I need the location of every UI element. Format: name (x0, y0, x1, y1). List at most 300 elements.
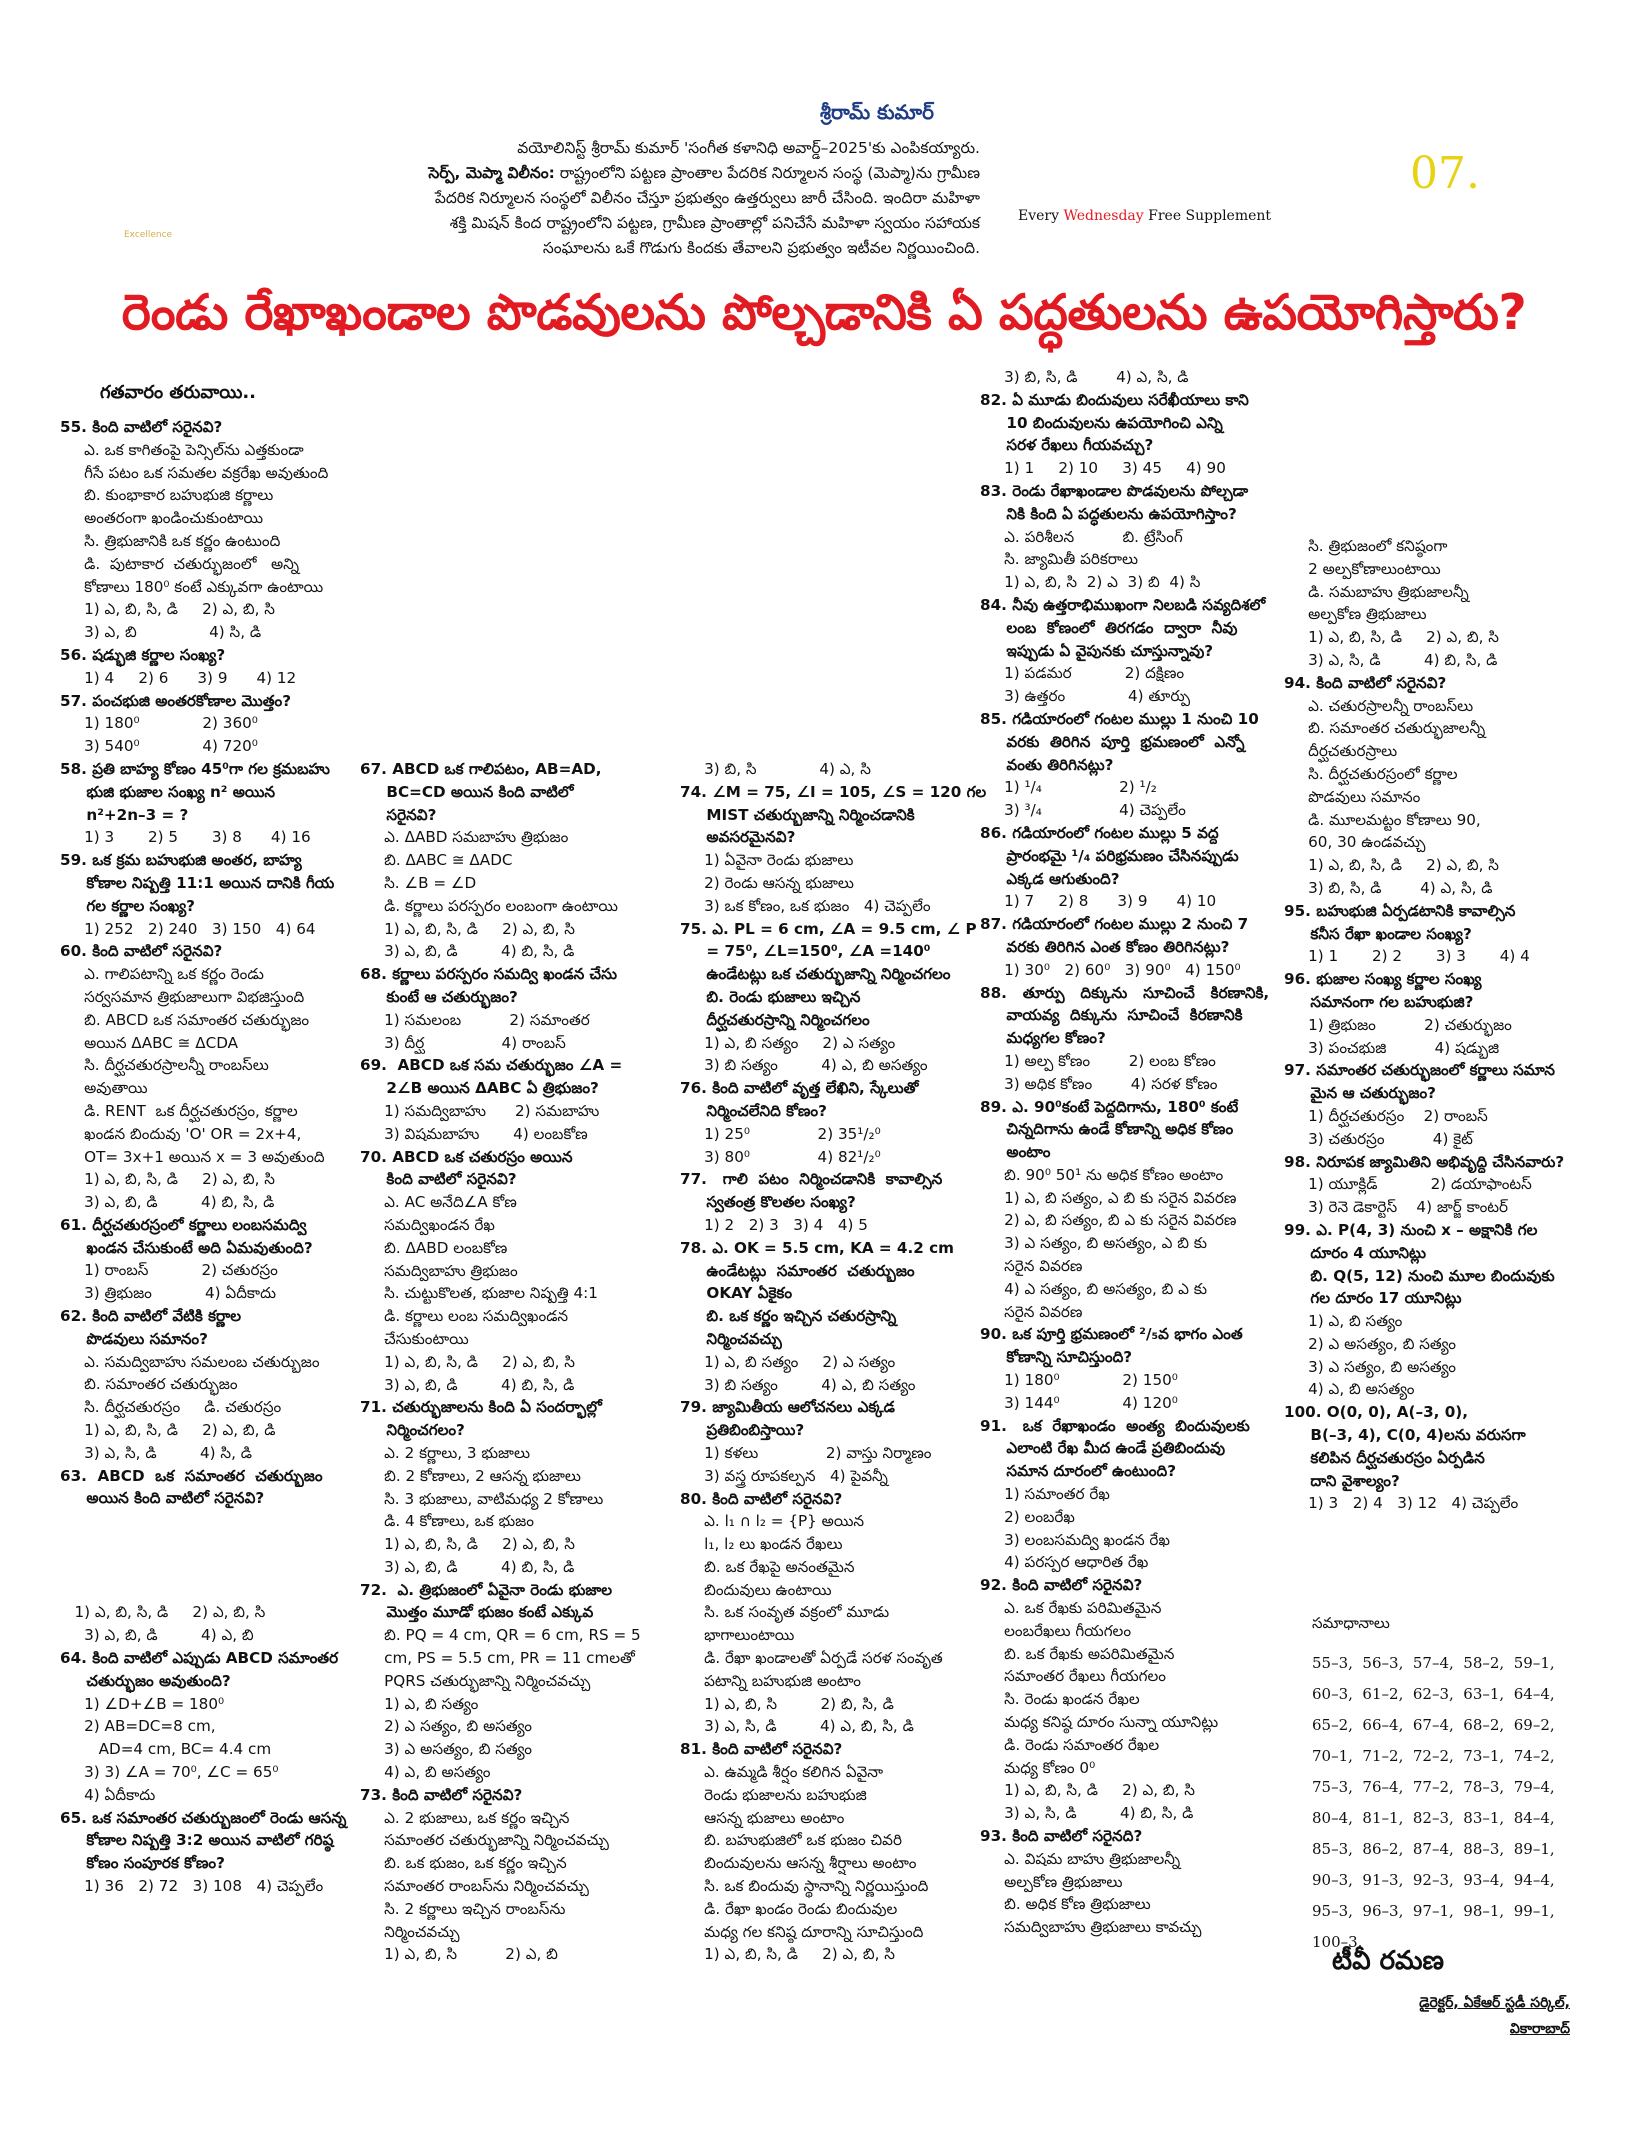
question-line: 89. ఎ. 90⁰కంటే పెద్దదిగాను, 180⁰ కంటే (980, 1097, 1239, 1116)
option-line: బి. 90⁰ 50¹ ను అధిక కోణం అంటాం (980, 1165, 1224, 1184)
option-line: 4) ఎ, బి అసత్యం (360, 1763, 491, 1782)
option-line: డి. 4 కోణాలు, ఒక భుజం (360, 1512, 534, 1531)
option-line: 1) త్రిభుజం 2) చతుర్భుజం (1284, 1015, 1512, 1034)
question-line: 80. కింది వాటిలో సరైనవి? (680, 1489, 843, 1508)
option-line: డి. రేఖా ఖండాలతో ఏర్పడే సరళ సంవృత (680, 1649, 943, 1668)
question-line: 77. గాలి పటం నిర్మించడానికి కావాల్సిన (680, 1170, 943, 1189)
option-line: 1) ¹/₄ 2) ¹/₂ (980, 778, 1157, 797)
option-line: బి. ఒక రేఖపై అనంతమైన (680, 1557, 855, 1576)
option-line: 1) ఎ, బి సత్యం (1284, 1312, 1403, 1331)
question-line: వరకు తిరిగిన ఎంత కోణం తిరిగినట్లు? (980, 937, 1230, 956)
question-line: 10 బిందువులను ఉపయోగించి ఎన్ని (980, 413, 1223, 432)
option-line (60, 1556, 380, 1579)
option-line: ఎ. సమద్విబాహు సమలంబ చతుర్భుజం (60, 1352, 320, 1371)
column-5 (1284, 535, 1614, 1515)
question-line: కోణాన్ని సూచిస్తుంది? (980, 1348, 1133, 1367)
news-line (400, 161, 980, 186)
option-line: లంబరేఖలు గీయగలం (980, 1621, 1132, 1640)
news-line (400, 186, 980, 211)
question-line: వాయవ్య దిక్కును సూచించే కిరణానికి (980, 1006, 1243, 1025)
column-2 (360, 758, 680, 1966)
question-line: గల దూరం 17 యూనిట్లు (1284, 1289, 1462, 1308)
option-line: బి. కుంభాకార బహుభుజి కర్ణాలు (60, 486, 274, 505)
option-line: 1) 180⁰ 2) 150⁰ (980, 1371, 1178, 1390)
question-line: అంటాం (980, 1143, 1051, 1162)
author-name: టీవీ రమణ (1332, 1946, 1445, 1976)
option-line: 2 అల్పకోణాలుంటాయి (1284, 559, 1441, 578)
news-line-text: పేదరిక నిర్మూలన సంస్థలో విలీనం చేస్తూ ప్రభుత్వం ఉత్తర్వులు జారీ చేసింది. ఇందిరా మహిళా (434, 189, 980, 207)
option-line: 3) బి, సి, డి 4) ఎ, సి, డి (980, 368, 1189, 386)
news-line (400, 236, 980, 261)
option-line: సి. చుట్టుకొలత, భుజాల నిష్పత్తి 4:1 (360, 1284, 598, 1303)
question-line: BC=CD అయిన కింది వాటిలో (360, 782, 574, 801)
option-line: 1) యూక్లిడ్ 2) డయాఫాంటస్ (1284, 1175, 1532, 1194)
question-line: నికి కింది ఏ పద్ధతులను ఉపయోగిస్తాం? (980, 504, 1237, 523)
option-line: బి. PQ = 4 cm, QR = 6 cm, RS = 5 (360, 1626, 641, 1645)
option-line: 3) చతురస్రం 4) కైట్ (1284, 1129, 1473, 1148)
option-line: ఎ. ΔABD సమబాహు త్రిభుజం (360, 828, 569, 847)
question-line: అవసరమైనవి? (680, 828, 796, 847)
option-line: OT= 3x+1 అయిన x = 3 అవుతుంది (60, 1147, 325, 1166)
option-line: 4) ఎ, బి అసత్యం (1284, 1380, 1415, 1399)
option-line: 3) ఎ, బి, డి 4) బి, సి, డి (360, 1557, 575, 1576)
question-line: ఎలాంటి రేఖ మీద ఉండే ప్రతిబిందువు (980, 1439, 1226, 1458)
option-line: 1) ఎ, బి, సి, డి 2) ఎ, బి, సి (1284, 856, 1499, 875)
option-line: ఎ. చతురస్రాలన్నీ రాంబస్‌లు (1284, 696, 1474, 715)
question-line: కింది వాటిలో సరైనవి? (360, 1170, 517, 1189)
option-line: 1) 3 2) 5 3) 8 4) 16 (60, 828, 311, 847)
option-line: 2) AB=DC=8 cm, (60, 1717, 216, 1736)
question-line: ఇప్పుడు ఏ వైపునకు చూస్తున్నావు? (980, 641, 1214, 660)
option-line: ఆసన్న భుజాలు అంటాం (680, 1808, 845, 1827)
option-line: 3) త్రిభుజం 4) ఏదీకాదు (60, 1284, 277, 1303)
option-line: 1) 1 2) 10 3) 45 4) 90 (980, 459, 1226, 478)
question-line: కోణం సంపూరక కోణం? (60, 1854, 225, 1873)
option-line: 1) ఎ, బి, సి, డి 2) ఎ, బి, సి (60, 1603, 266, 1622)
option-line: 2) లంబరేఖ (980, 1507, 1075, 1526)
option-line: సర్వసమాన త్రిభుజాలుగా విభజిస్తుంది (60, 987, 305, 1006)
column-4 (980, 366, 1300, 1939)
option-line: PQRS చతుర్భుజాన్ని నిర్మించవచ్చు (360, 1671, 591, 1690)
option-line: ఖండన బిందువు 'O' OR = 2x+4, (60, 1124, 302, 1143)
option-line: ఎ. 2 భుజాలు, ఒక కర్ణం ఇచ్చిన (360, 1808, 570, 1827)
option-line: దీర్ఘచతురస్రాలు (1284, 742, 1398, 761)
option-line: మధ్య కోణం 0⁰ (980, 1758, 1096, 1777)
option-line: రెండు భుజాలను బహుభుజి (680, 1785, 867, 1804)
question-line: మొత్తం మూడో భుజం కంటే ఎక్కువ (360, 1603, 594, 1622)
option-line: 1) ఎ, బి సత్యం, ఎ బి కు సరైన వివరణ (980, 1188, 1237, 1207)
option-line: 1) 30⁰ 2) 60⁰ 3) 90⁰ 4) 150⁰ (980, 960, 1241, 979)
question-line: 58. ప్రతి బాహ్య కోణం 45⁰గా గల క్రమబహు (60, 759, 330, 778)
question-line: కనీస రేఖా ఖండాల సంఖ్య? (1284, 924, 1472, 943)
option-line: అంతరంగా ఖండించుకుంటాయి (60, 509, 264, 528)
question-line: 62. కింది వాటిలో వేటికి కర్ణాల (60, 1307, 242, 1326)
option-line: బి. ఒక రేఖకు అపరిమితమైన (980, 1644, 1175, 1663)
answer-row: 55–3, 56–3, 57–4, 58–2, 59–1, (1312, 1654, 1555, 1672)
answers-list (1312, 1648, 1555, 1958)
option-line: ఎ. పరిశీలన బి. ట్రేసింగ్ (980, 527, 1183, 546)
question-line: n²+2n–3 = ? (60, 805, 189, 824)
option-line: 1) సమలంబ 2) సమాంతర (360, 1010, 590, 1029)
option-line: 3) ఎ, సి, డి 4) బి, సి, డి (1284, 650, 1498, 669)
question-line: 94. కింది వాటిలో సరైనవి? (1284, 673, 1447, 692)
option-line: గీసే పటం ఒక సమతల వక్రరేఖ అవుతుంది (60, 463, 329, 482)
option-line: 1) సమద్విబాహు 2) సమబాహు (360, 1101, 600, 1120)
question-line: 2∠B అయిన ΔABC ఏ త్రిభుజం? (360, 1079, 599, 1098)
option-line: 3) ³/₄ 4) చెప్పలేం (980, 801, 1186, 820)
question-line: 65. ఒక సమాంతర చతుర్భుజంలో రెండు ఆసన్న (60, 1808, 347, 1827)
option-line: బి. సమాంతర చతుర్భుజాలన్నీ (1284, 719, 1486, 738)
option-line: 3) ఉత్తరం 4) తూర్పు (980, 687, 1191, 706)
question-line: 88. తూర్పు దిక్కును సూచించే కిరణానికి, (980, 983, 1270, 1002)
question-line: 59. ఒక క్రమ బహుభుజి అంతర, బాహ్య (60, 851, 302, 870)
question-line: 93. కింది వాటిలో సరైనది? (980, 1827, 1143, 1845)
option-line: 1) 1 2) 2 3) 3 4) 4 (1284, 947, 1530, 966)
answer-row: 65–2, 66–4, 67–4, 68–2, 69–2, (1312, 1716, 1555, 1734)
option-line: 1) ఎ, బి, సి, డి 2) ఎ, బి, సి (980, 1781, 1195, 1800)
option-line: 1) దీర్ఘచతురస్రం 2) రాంబస్ (1284, 1106, 1488, 1125)
answer-row: 80–4, 81–1, 82–3, 83–1, 84–4, (1312, 1809, 1555, 1827)
question-line: 84. నీవు ఉత్తరాభిముఖంగా నిలబడి సవ్యదిశలో (980, 595, 1266, 614)
option-line: సమద్విఖండన రేఖ (360, 1215, 495, 1234)
option-line: 4) ఏదీకాదు (60, 1785, 156, 1804)
news-line-text: సంఘాలను ఒకే గొడుగు కిందకు తేవాలని ప్రభుత్వం ఇటీవల నిర్ణయించింది. (542, 239, 980, 257)
option-line: పొడవులు సమానం (1284, 787, 1421, 806)
option-line: 3) బి, సి 4) ఎ, సి (680, 760, 871, 778)
option-line: సి. త్రిభుజానికి ఒక కర్ణం ఉంటుంది (60, 531, 281, 550)
news-line (400, 211, 980, 236)
answer-row: 60–3, 61–2, 62–3, 63–1, 64–4, (1312, 1685, 1555, 1703)
question-line: 78. ఎ. OK = 5.5 cm, KA = 4.2 cm (680, 1238, 954, 1257)
supplement-pre: Every (1018, 208, 1064, 224)
option-line: 3) బి సత్యం 4) ఎ, బి అసత్యం (680, 1056, 928, 1075)
question-line: కోణాల నిష్పత్తి 11:1 అయిన దానికి గీయ (60, 873, 335, 892)
question-line: దీర్ఘచతురస్రాన్ని నిర్మించగలం (680, 1010, 870, 1029)
option-line: 3) బి సత్యం 4) ఎ, బి సత్యం (680, 1375, 916, 1394)
option-line: బి. 2 కోణాలు, 2 ఆసన్న భుజాలు (360, 1466, 581, 1485)
option-line: బి. బహుభుజిలో ఒక భుజం చివరి (680, 1831, 902, 1850)
question-line: = 75⁰, ∠L=150⁰, ∠A =140⁰ (680, 942, 931, 961)
option-line: AD=4 cm, BC= 4.4 cm (60, 1740, 272, 1759)
option-line: ఎ. ఉమ్మడి శీర్షం కలిగిన ఏవైనా (680, 1763, 884, 1782)
option-line: 3) పంచభుజి 4) షడ్భుజి (1284, 1038, 1500, 1057)
question-line: కలిపిన దీర్ఘచతురస్రం ఏర్పడిన (1284, 1448, 1485, 1467)
option-line: 3) 80⁰ 4) 82¹/₂⁰ (680, 1147, 881, 1166)
question-line: సరైనవి? (360, 805, 437, 824)
option-line: 2) ఎ సత్యం, బి అసత్యం (360, 1717, 532, 1736)
question-line: లంబ కోణంలో తిరగడం ద్వారా నీవు (980, 618, 1238, 637)
option-line: 1) 25⁰ 2) 35¹/₂⁰ (680, 1124, 881, 1143)
option-line (60, 1510, 380, 1533)
tiny-logo-text: Excellence (124, 230, 173, 240)
question-line: 100. O(0, 0), A(–3, 0), (1284, 1403, 1468, 1422)
option-line: కోణాలు 180⁰ కంటే ఎక్కువగా ఉంటాయి (60, 577, 324, 596)
option-line: 3) వస్త్ర రూపకల్పన 4) పైవన్నీ (680, 1466, 888, 1485)
option-line: అల్పకోణ త్రిభుజాలు (1284, 605, 1427, 624)
question-line: 71. చతుర్భుజాలను కింది ఏ సందర్భాల్లో (360, 1398, 602, 1417)
option-line: 1) ఎ, బి, సి, డి 2) ఎ, బి, సి (360, 919, 575, 938)
answer-row: 70–1, 71–2, 72–2, 73–1, 74–2, (1312, 1747, 1555, 1765)
option-line: బి. సమాంతర చతుర్భుజం (60, 1375, 238, 1394)
news-line-text: వయోలినిస్ట్ శ్రీరామ్ కుమార్ 'సంగీత కళానిధి అవార్డ్–2025'కు ఎంపికయ్యారు. (517, 139, 980, 157)
question-line: 96. భుజాల సంఖ్య కర్ణాల సంఖ్య (1284, 970, 1482, 989)
header-name: శ్రీరామ్ కుమార్ (820, 100, 934, 124)
question-line: దాని వైశాల్యం? (1284, 1471, 1400, 1490)
question-line: గల కర్ణాల సంఖ్య? (60, 896, 195, 915)
option-line: సమద్విబాహు త్రిభుజాలు కావచ్చు (980, 1918, 1202, 1937)
question-line: చతుర్భుజం అవుతుంది? (60, 1671, 231, 1690)
question-line: 95. బహుభుజి ఏర్పడటానికి కావాల్సిన (1284, 901, 1516, 920)
question-line: 83. రెండు రేఖాఖండాల పొడవులను పోల్చడా (980, 481, 1249, 500)
question-line: 87. గడియారంలో గంటల ముల్లు 2 నుంచి 7 (980, 915, 1249, 934)
option-line: డి. కర్ణాలు లంబ సమద్విఖండన (360, 1307, 569, 1326)
option-line: 1) కళలు 2) వాస్తు నిర్మాణం (680, 1443, 932, 1462)
option-line: సి. రెండు ఖండన రేఖల (980, 1690, 1140, 1709)
question-line: స్వతంత్ర కొలతల సంఖ్య? (680, 1193, 856, 1212)
option-line: డి. RENT ఒక దీర్ఘచతురస్రం, కర్ణాల (60, 1101, 298, 1120)
question-line: 60. కింది వాటిలో సరైనవి? (60, 942, 223, 961)
question-line: సరళ రేఖలు గీయవచ్చు? (980, 436, 1154, 455)
option-line: 1) పడమర 2) దక్షిణం (980, 664, 1185, 683)
option-line: బిందువులను ఆసన్న శీర్షాలు అంటాం (680, 1854, 917, 1873)
option-line: డి. రెండు సమాంతర రేఖల (980, 1735, 1160, 1754)
option-line: సి. ∠B = ∠D (360, 873, 477, 892)
question-line: 79. జ్యామితీయ ఆలోచనలు ఎక్కడ (680, 1398, 895, 1417)
option-line: భాగాలుంటాయి (680, 1626, 795, 1645)
question-line: 69. ABCD ఒక సమ చతుర్భుజం ∠A = (360, 1056, 623, 1075)
option-line: 3) ఎ, సి, డి 4) బి, సి, డి (980, 1804, 1194, 1823)
option-line (60, 1533, 380, 1556)
option-line: 3) బి, సి, డి 4) ఎ, సి, డి (1284, 878, 1493, 897)
news-line-text: శక్తి మిషన్ కింద రాష్ట్రంలోని పట్టణ, గ్రామీణ ప్రాంతాల్లో పనిచేసే మహిళా స్వయం సహాయక (449, 214, 980, 232)
option-line: l₁, l₂ లు ఖండన రేఖలు (680, 1535, 843, 1554)
option-line: 3) ఎ అసత్యం, బి సత్యం (360, 1740, 532, 1759)
news-line (400, 136, 980, 161)
option-line: 3) ఒక కోణం, ఒక భుజం 4) చెప్పలేం (680, 896, 931, 915)
option-line: 3) ఎ, బి, డి 4) బి, సి, డి (60, 1193, 275, 1212)
option-line: 3) ఎ సత్యం, బి అసత్యం, ఎ బి కు (980, 1234, 1207, 1253)
option-line: 1) ఎ, బి, సి 2) ఎ 3) బి 4) సి (980, 573, 1201, 592)
option-line: సి. ఒక సంవృత వక్రంలో మూడు (680, 1603, 890, 1622)
supplement-day: Wednesday (1063, 208, 1144, 224)
question-line: అయిన కింది వాటిలో సరైనవి? (60, 1489, 265, 1508)
option-line: 3) ఎ, బి, డి 4) బి, సి, డి (360, 942, 575, 961)
question-line: 70. ABCD ఒక చతురస్రం అయిన (360, 1147, 573, 1166)
question-line: 75. ఎ. PL = 6 cm, ∠A = 9.5 cm, ∠ P (680, 919, 977, 938)
option-line: సి. 3 భుజాలు, వాటిమధ్య 2 కోణాలు (360, 1489, 604, 1508)
question-line: MIST చతుర్భుజాన్ని నిర్మించడానికి (680, 805, 915, 824)
answers-title: సమాధానాలు (1312, 1614, 1390, 1632)
page-number: 07. (1410, 148, 1480, 199)
question-line: 91. ఒక రేఖాఖండం అంత్య బిందువులకు (980, 1416, 1250, 1435)
option-line: మధ్య గల కనిష్ఠ దూరాన్ని సూచిస్తుంది (680, 1922, 924, 1941)
option-line: 2) రెండు ఆసన్న భుజాలు (680, 873, 854, 892)
question-line: 56. షడ్భుజి కర్ణాల సంఖ్య? (60, 645, 226, 664)
option-line: 3) అధిక కోణం 4) సరళ కోణం (980, 1074, 1218, 1093)
option-line: 3) ఎ, బి 4) సి, డి (60, 623, 262, 642)
option-line: 1) 7 2) 8 3) 9 4) 10 (980, 892, 1217, 911)
option-line: 3) 540⁰ 4) 720⁰ (60, 737, 258, 756)
option-line: 3) ఎ, బి, డి 4) ఎ, బి (60, 1626, 254, 1645)
option-line: సరైన వివరణ (980, 1257, 1083, 1276)
option-line: 3) ఎ, సి, డి 4) ఎ, బి, సి, డి (680, 1717, 914, 1736)
option-line: అల్పకోణ త్రిభుజాలు (980, 1872, 1123, 1891)
question-line: 92. కింది వాటిలో సరైనవి? (980, 1576, 1143, 1595)
question-line: 61. దీర్ఘచతురస్రంలో కర్ణాలు లంబసమద్వి (60, 1215, 307, 1234)
answer-row: 100–3. (1312, 1933, 1363, 1951)
option-line: ఎ. గాలిపటాన్ని ఒక కర్ణం రెండు (60, 965, 264, 984)
headline: రెండు రేఖాఖండాల పొడవులను పోల్చడానికి ఏ పద్ధతులను ఉపయోగిస్తారు? (121, 284, 1527, 341)
author-role (1270, 1990, 1570, 2042)
question-line: మధ్యగల కోణం? (980, 1029, 1106, 1048)
question-line: 99. ఎ. P(4, 3) నుంచి x – అక్షానికి గల (1284, 1220, 1538, 1239)
option-line: 3) ఎ సత్యం, బి అసత్యం (1284, 1357, 1456, 1376)
option-line: 1) 4 2) 6 3) 9 4) 12 (60, 668, 297, 687)
option-line: 1) 36 2) 72 3) 108 4) చెప్పలేం (60, 1877, 324, 1895)
answer-row: 85–3, 86–2, 87–4, 88–3, 89–1, (1312, 1840, 1555, 1858)
column-3 (680, 758, 1000, 1966)
option-line: సి. జ్యామితీ పరికరాలు (980, 550, 1139, 569)
supplement-tagline (1018, 208, 1271, 224)
option-line: 3) ఎ, బి, డి 4) బి, సి, డి (360, 1375, 575, 1394)
option-line: డి. రేఖా ఖండం రెండు బిందువుల (680, 1899, 898, 1918)
option-line: 3) దీర్ఘ 4) రాంబస్ (360, 1033, 566, 1052)
option-line: సి. ఒక బిందువు స్థానాన్ని నిర్ణయిస్తుంది (680, 1877, 929, 1896)
question-line: ప్రారంభమై ¹/₄ పరిభ్రమణం చేసినప్పుడు (980, 846, 1239, 865)
option-line: 1) ఎ, బి, సి, డి 2) ఎ, బి, సి (680, 1945, 895, 1964)
option-line: 1) ఎ, బి, సి, డి 2) ఎ, బి, సి (1284, 628, 1499, 647)
option-line: సమద్విబాహు త్రిభుజం (360, 1261, 518, 1280)
option-line: 2) ఎ, బి సత్యం, బి ఎ కు సరైన వివరణ (980, 1211, 1237, 1230)
question-line: సమానంగా గల బహుభుజి? (1284, 992, 1474, 1011)
question-line: B(–3, 4), C(0, 4)లను వరుసగా (1284, 1426, 1526, 1445)
option-line: 1) ∠D+∠B = 180⁰ (60, 1694, 225, 1713)
option-line: 1) ఎ, బి, సి, డి 2) ఎ, బి, సి (360, 1535, 575, 1554)
option-line: సమాంతర రాంబస్‌ను నిర్మించవచ్చు (360, 1877, 589, 1896)
question-line: 97. సమాంతర చతుర్భుజంలో కర్ణాలు సమాన (1284, 1061, 1555, 1080)
option-line: 3) రెనె డెకార్టెస్ 4) జార్జ్ కాంటర్ (1284, 1198, 1509, 1217)
question-line: పొడవులు సమానం? (60, 1329, 208, 1348)
option-line: 1) 252 2) 240 3) 150 4) 64 (60, 919, 316, 938)
option-line: 1) 2 2) 3 3) 4 4) 5 (680, 1215, 868, 1234)
option-line: డి. పుటాకార చతుర్భుజంలో అన్ని (60, 554, 299, 573)
option-line: డి. మూలమట్టం కోణాలు 90, (1284, 810, 1481, 829)
option-line: 3) లంబసమద్వి ఖండన రేఖ (980, 1530, 1170, 1549)
option-line: చేసుకుంటాయి (360, 1329, 469, 1348)
question-line: భుజి భుజాల సంఖ్య n² అయిన (60, 782, 276, 801)
option-line: 1) సమాంతర రేఖ (980, 1485, 1110, 1504)
option-line: 3) ఎ, సి, డి 4) సి, డి (60, 1443, 252, 1462)
option-line: 1) ఏవైనా రెండు భుజాలు (680, 851, 854, 870)
option-line: బిందువులు ఉంటాయి (680, 1580, 832, 1599)
question-line: ప్రతిబింబిస్తాయి? (680, 1421, 805, 1440)
question-line: కుంటే ఆ చతుర్భుజం? (360, 987, 518, 1006)
option-line: బి. ΔABD లంబకోణ (360, 1238, 508, 1257)
option-line: 3) విషమబాహు 4) లంబకోణ (360, 1124, 588, 1143)
question-line: సమాన దూరంలో ఉంటుంది? (980, 1462, 1177, 1481)
question-line: 90. ఒక పూర్తి భ్రమణంలో ²/₅వ భాగం ఎంత (980, 1325, 1243, 1344)
continued-label: గతవారం తరువాయి.. (100, 382, 257, 403)
option-line: అవుతాయి (60, 1079, 148, 1098)
answer-row: 95–3, 96–3, 97–1, 98–1, 99–1, (1312, 1902, 1555, 1920)
option-line: 2) ఎ అసత్యం, బి సత్యం (1284, 1334, 1456, 1353)
option-line: ఎ. l₁ ∩ l₂ = {P} అయిన (680, 1512, 865, 1531)
option-line: 1) ఎ, బి, సి, డి 2) ఎ, బి, డి (60, 1421, 276, 1440)
option-line: అయిన ΔABC ≅ ΔCDA (60, 1033, 239, 1052)
question-line: వరకు తిరిగిన పూర్తి భ్రమణంలో ఎన్నో (980, 732, 1245, 751)
option-line: 1) ఎ, బి, సి, డి 2) ఎ, బి, సి (60, 600, 275, 619)
question-line: నిర్మించలేనిది కోణం? (680, 1101, 827, 1120)
question-line: 82. ఏ మూడు బిందువులు సరేఖీయాలు కాని (980, 390, 1249, 409)
option-line: 1) ఎ, బి సత్యం 2) ఎ సత్యం (680, 1033, 896, 1052)
option-line: 3) 144⁰ 4) 120⁰ (980, 1393, 1178, 1412)
option-line: సి. త్రిభుజంలో కనిష్ఠంగా (1284, 537, 1448, 555)
question-line: ఉండేటట్లు సమాంతర చతుర్భుజం (680, 1261, 915, 1280)
question-line: 86. గడియారంలో గంటల ముల్లు 5 వద్ద (980, 823, 1219, 842)
option-line: బి. అధిక కోణ త్రిభుజాలు (980, 1895, 1151, 1914)
question-line: నిర్మించవచ్చు (680, 1329, 782, 1348)
option-line: 1) అల్ప కోణం 2) లంబ కోణం (980, 1051, 1216, 1070)
option-line: సి. దీర్ఘచతురస్రం డి. చతురస్రం (60, 1398, 282, 1417)
news-brief (400, 136, 980, 261)
question-line: 55. కింది వాటిలో సరైనవి? (60, 418, 223, 436)
question-line: 81. కింది వాటిలో సరైనవి? (680, 1740, 843, 1759)
option-line: పటాన్ని బహుభుజి అంటాం (680, 1671, 862, 1690)
supplement-post: Free Supplement (1143, 208, 1272, 224)
question-line: 67. ABCD ఒక గాలిపటం, AB=AD, (360, 760, 602, 778)
option-line: సి. దీర్ఘచతురస్రాలన్నీ రాంబస్‌లు (60, 1056, 269, 1075)
question-line: 76. కింది వాటిలో వృత్త లేఖిని, స్కేలుతో (680, 1079, 919, 1098)
news-line-text: రాష్ట్రంలోని పట్టణ ప్రాంతాల పేదరిక నిర్మూలన సంస్థ (మెప్మా)ను గ్రామీణ (554, 164, 980, 182)
option-line: 1) ఎ, బి సత్యం (360, 1694, 479, 1713)
question-line: వంతు తిరిగినట్లు? (980, 755, 1114, 774)
question-line: బి. రెండు భుజాలు ఇచ్చిన (680, 987, 861, 1006)
option-line: సమాంతర చతుర్భుజాన్ని నిర్మించవచ్చు (360, 1831, 609, 1850)
option-line: 1) 180⁰ 2) 360⁰ (60, 714, 258, 733)
option-line: 1) ఎ, బి, సి, డి 2) ఎ, బి, సి (60, 1170, 275, 1189)
question-line: 73. కింది వాటిలో సరైనవి? (360, 1785, 523, 1804)
question-line: 64. కింది వాటిలో ఎప్పుడు ABCD సమాంతర (60, 1649, 339, 1668)
question-line: 74. ∠M = 75, ∠I = 105, ∠S = 120 గల (680, 782, 987, 801)
question-line: మైన ఆ చతుర్భుజం? (1284, 1084, 1436, 1103)
option-line: బి. ABCD ఒక సమాంతర చతుర్భుజం (60, 1010, 310, 1029)
question-line: 85. గడియారంలో గంటల ముల్లు 1 నుంచి 10 (980, 709, 1259, 728)
question-line: 68. కర్ణాలు పరస్పరం సమద్వి ఖండన చేసు (360, 965, 618, 984)
question-line: కోణాల నిష్పత్తి 3:2 అయిన వాటిలో గరిష్ఠ (60, 1831, 334, 1850)
question-line: 57. పంచభుజి అంతరకోణాల మొత్తం? (60, 691, 292, 710)
option-line: సి. దీర్ఘచతురస్రంలో కర్ణాల (1284, 764, 1458, 783)
option-line: 1) ఎ, బి, సి 2) బి, సి, డి (680, 1694, 894, 1713)
author-place: వికారాబాద్ (1509, 2021, 1570, 2037)
answer-row: 90–3, 91–3, 92–3, 93–4, 94–4, (1312, 1871, 1555, 1889)
column-1 (60, 416, 380, 1898)
option-line: 1) ఎ, బి సత్యం 2) ఎ సత్యం (680, 1352, 896, 1371)
option-line: cm, PS = 5.5 cm, PR = 11 cmలతో (360, 1649, 635, 1668)
news-line-bold: సెర్ప్, మెప్మా విలీనం: (428, 164, 555, 182)
question-line: నిర్మించగలం? (360, 1421, 465, 1440)
option-line: ఎ. విషమ బాహు త్రిభుజాలన్నీ (980, 1849, 1181, 1868)
option-line: 1) ఎ, బి, సి 2) ఎ, బి (360, 1945, 558, 1964)
author-title: డైరెక్టర్, ఏకేఆర్ స్టడీ సర్కిల్, (1419, 1995, 1570, 2011)
option-line: ఎ. ఒక రేఖకు పరిమితమైన (980, 1599, 1162, 1618)
option-line: సి. 2 కర్ణాలు ఇచ్చిన రాంబస్‌ను (360, 1899, 566, 1918)
option-line: 4) ఎ సత్యం, బి అసత్యం, బి ఎ కు (980, 1279, 1207, 1298)
option-line: సరైన వివరణ (980, 1302, 1083, 1321)
option-line: 1) రాంబస్ 2) చతురస్రం (60, 1261, 278, 1280)
option-line (60, 1579, 380, 1602)
option-line: బి. ఒక భుజం, ఒక కర్ణం ఇచ్చిన (360, 1854, 567, 1873)
question-line: దూరం 4 యూనిట్లు (1284, 1243, 1426, 1262)
